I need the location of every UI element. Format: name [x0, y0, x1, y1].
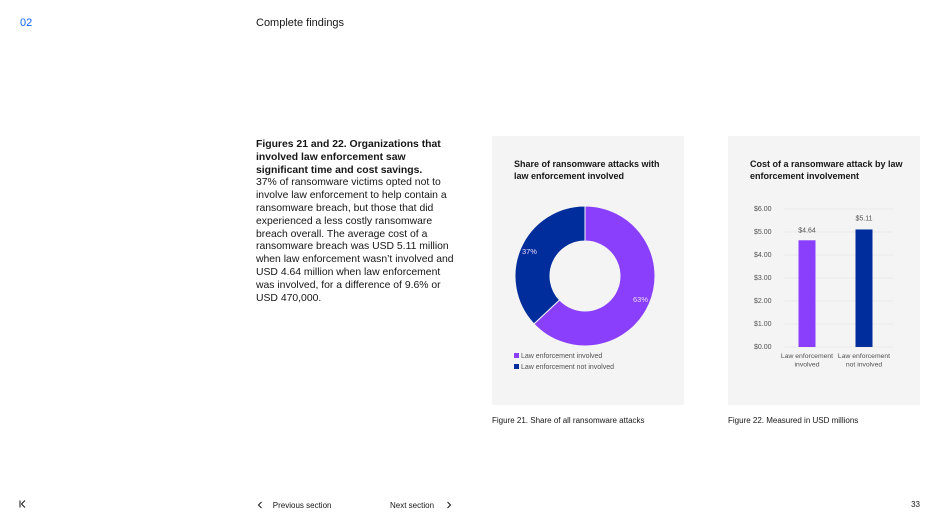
- bar-chart-panel: [728, 136, 920, 405]
- y-tick-label: $4.00: [754, 251, 772, 259]
- donut-chart-panel: [492, 136, 684, 405]
- previous-section-link[interactable]: [256, 500, 331, 511]
- x-category-label: not involved: [845, 361, 883, 369]
- donut-label-involved: 63%: [633, 295, 649, 305]
- bar-value-label: $4.64: [798, 227, 816, 235]
- y-tick-label: $6.00: [754, 205, 772, 213]
- donut-slice-not-involved: [515, 206, 585, 324]
- legend-label-involved: Law enforcement involved: [521, 353, 603, 360]
- first-page-button[interactable]: [18, 498, 28, 512]
- y-tick-label: $0.00: [754, 343, 772, 351]
- section-title: Complete findings: [256, 17, 345, 29]
- y-tick-label: $5.00: [754, 228, 772, 236]
- figure-22-caption: Figure 22. Measured in USD millions: [728, 416, 859, 425]
- next-section-link[interactable]: [390, 500, 453, 511]
- section-number: 02: [20, 17, 33, 29]
- findings-heading: Figures 21 and 22. Organizations that involved law enforcement saw significant time and cost savings.: [256, 139, 441, 176]
- bar-not-involved: [856, 229, 873, 347]
- findings-paragraph: 37% of ransomware victims opted not to involve law enforcement to help contain a ransomware breach, but those that did experienced a less costly ransomware breach overall. The average cost of a ransomware breach was USD 5.11 million when law enforcement wasn’t involved and USD 4.64 million when law enforcement was involved, for a difference of 9.6% or USD 470,000.: [256, 177, 454, 304]
- x-category-label: involved: [794, 361, 820, 369]
- y-tick-label: $1.00: [754, 320, 772, 328]
- bar-chart-title: Cost of a ransomware attack by law enforcement involvement: [750, 159, 903, 181]
- legend-item-not-involved: [514, 364, 614, 371]
- bar-involved: [799, 240, 816, 347]
- donut-label-not-involved: 37%: [521, 246, 537, 256]
- bar-chart: [728, 200, 920, 400]
- x-category-label: Law enforcement: [780, 353, 834, 360]
- legend-label-not-involved: Law enforcement not involved: [521, 364, 614, 371]
- figure-21-caption: Figure 21. Share of all ransomware attacks: [492, 416, 645, 425]
- bar-value-label: $5.11: [855, 215, 873, 223]
- previous-section-label: Previous section: [272, 501, 332, 510]
- x-category-label: Law enforcement: [837, 353, 891, 360]
- page-number: 33: [911, 500, 920, 509]
- legend-swatch-not-involved: [514, 364, 519, 369]
- y-tick-label: $2.00: [754, 297, 772, 305]
- first-page-icon: [18, 498, 28, 512]
- chevron-right-icon: [434, 500, 453, 511]
- legend-item-involved: [514, 353, 602, 360]
- y-tick-label: $3.00: [754, 274, 772, 282]
- chevron-left-icon: [256, 500, 273, 511]
- legend-swatch-involved: [514, 353, 519, 358]
- next-section-label: Next section: [390, 501, 435, 510]
- body-text: [256, 139, 456, 305]
- donut-chart-title: Share of ransomware attacks with law enforcement involved: [514, 159, 660, 181]
